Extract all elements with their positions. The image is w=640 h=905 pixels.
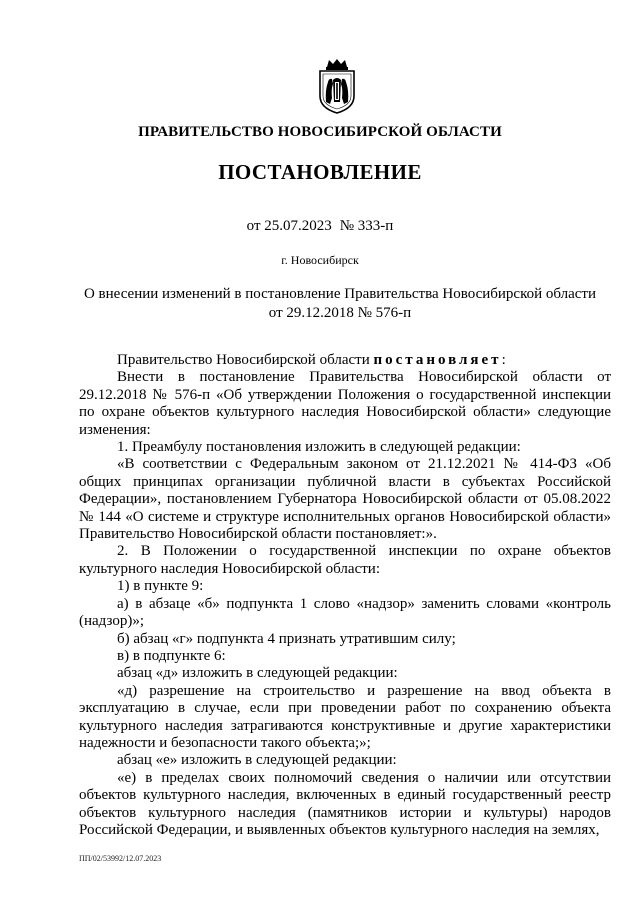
- title-line-1: О внесении изменений в постановление Правительства Новосибирской области: [83, 286, 597, 302]
- paragraph: «В соответствии с Федеральным законом от 21.12.2021 № 414-ФЗ «Об общих принципах организации публичной власти в субъектах Российской Федерации», постановлением Губернатора Новосибирской области от 05.08.2022 № 144 «О системе и структуре исполнительных органов Новосибирской области» Правительство Новосибирской области постановляет:».: [79, 456, 611, 543]
- title-line-2: от 29.12.2018 № 576-п: [268, 305, 412, 321]
- paragraph: 2. В Положении о государственной инспекции по охране объектов культурного наследия Новосибирской области:: [79, 543, 611, 577]
- paragraph: а) в абзаце «б» подпункта 1 слово «надзор» заменить словами «контроль (надзор)»;: [79, 595, 611, 630]
- date-number-line: [0, 218, 640, 235]
- intro-paragraph: [79, 352, 611, 369]
- paragraph: б) абзац «г» подпункта 4 признать утратившим силу;: [117, 630, 456, 647]
- paragraph: Внести в постановление Правительства Новосибирской области от 29.12.2018 № 576-п «Об утверждении Положения о государственной инспекции по охране объектов культурного наследия Новосибирской области» следующие изменения:: [79, 369, 611, 438]
- paragraph: в) в подпункте 6:: [117, 647, 226, 664]
- document-date: от 25.07.2023: [246, 218, 332, 234]
- intro-text: Правительство Новосибирской области: [117, 352, 374, 368]
- intro-keyword: постановляет: [373, 352, 502, 368]
- organization-heading: ПРАВИТЕЛЬСТВО НОВОСИБИРСКОЙ ОБЛАСТИ: [138, 124, 502, 140]
- footer-code: ПП/02/53992/12.07.2023: [79, 854, 162, 863]
- coat-of-arms-icon: [315, 58, 359, 114]
- document-body: [79, 352, 611, 839]
- document-type-heading: ПОСТАНОВЛЕНИЕ: [218, 160, 422, 184]
- paragraph: «д) разрешение на строительство и разрешение на ввод объекта в эксплуатацию в случае, если при проведении работ по сохранению объекта культурного наследия затрагиваются конструктивные и другие характеристики надежности и безопасности такого объекта;»;: [79, 682, 611, 751]
- paragraph: абзац «д» изложить в следующей редакции:: [117, 665, 398, 682]
- intro-colon: :: [501, 352, 506, 368]
- document-title: [70, 285, 610, 323]
- paragraph: «е) в пределах своих полномочий сведения о наличии или отсутствии объектов культурного наследия, включенных в единый государственный реестр объектов культурного наследия (памятников истории и культуры) народов Российской Федерации, и выявленных объектов культурного наследия на землях,: [79, 769, 611, 838]
- city-line: г. Новосибирск: [281, 253, 359, 267]
- document-number: № 333-п: [339, 218, 394, 234]
- paragraph: абзац «е» изложить в следующей редакции:: [117, 752, 397, 769]
- paragraph: 1) в пункте 9:: [117, 578, 204, 595]
- paragraph: 1. Преамбулу постановления изложить в следующей редакции:: [117, 439, 521, 456]
